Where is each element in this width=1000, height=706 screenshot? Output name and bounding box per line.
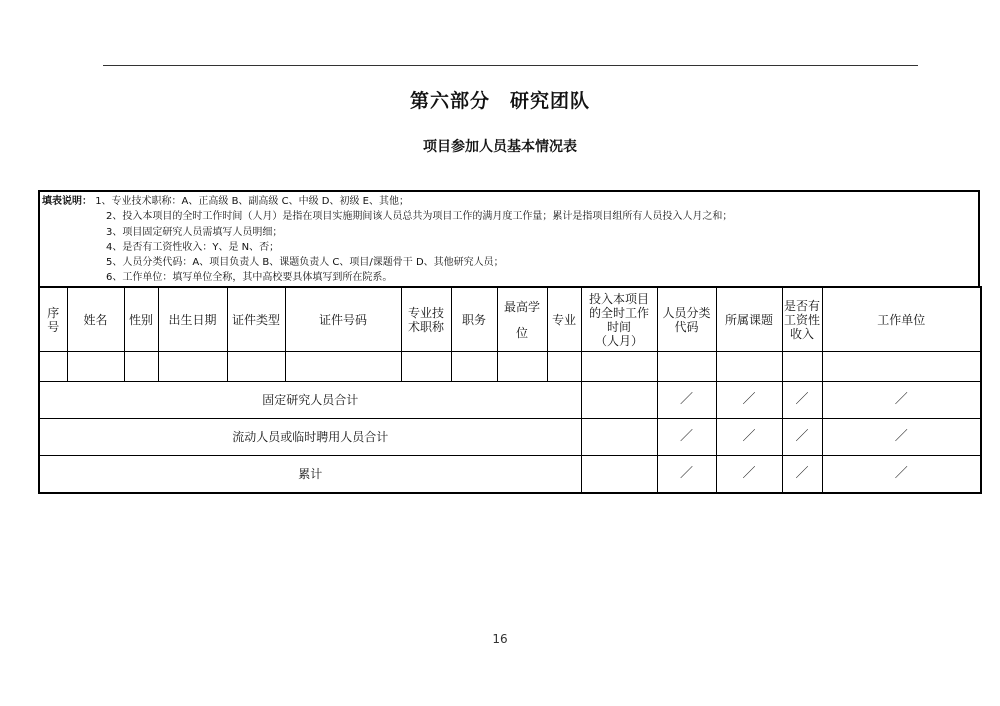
col-header-fulltime-months xyxy=(581,287,657,352)
header-text: 代码 xyxy=(674,319,699,334)
slash-mark: ／ xyxy=(716,456,782,494)
col-header-salary xyxy=(782,287,822,352)
header-text: 最高学 xyxy=(503,299,540,314)
slash-mark: ／ xyxy=(822,382,981,419)
col-header-position: 职务 xyxy=(451,287,497,352)
slash-mark: ／ xyxy=(716,382,782,419)
header-text: 时间 xyxy=(606,319,631,334)
header-text: 号 xyxy=(47,319,60,334)
summary-row-temporary xyxy=(39,419,981,456)
cell-professional-title[interactable] xyxy=(401,352,451,382)
header-text: 投入本项目 xyxy=(588,291,649,306)
header-text: 术职称 xyxy=(407,319,444,334)
slash-mark: ／ xyxy=(716,419,782,456)
cell-fulltime-months[interactable] xyxy=(581,352,657,382)
cell-major[interactable] xyxy=(547,352,581,382)
cell-gender[interactable] xyxy=(124,352,158,382)
col-header-name: 姓名 xyxy=(67,287,124,352)
header-text: 专业技 xyxy=(407,305,444,320)
page-number: 16 xyxy=(492,632,508,646)
col-header-degree xyxy=(497,287,547,352)
header-text: 位 xyxy=(515,325,528,340)
col-header-major: 专业 xyxy=(547,287,581,352)
slash-mark: ／ xyxy=(657,419,716,456)
instructions-label: 填表说明： xyxy=(42,196,92,207)
table-row xyxy=(39,352,981,382)
cell-id-type[interactable] xyxy=(227,352,285,382)
col-header-id-type: 证件类型 xyxy=(227,287,285,352)
summary-label: 固定研究人员合计 xyxy=(39,382,581,419)
instruction-line: 4、是否有工资性收入：Y、是 N、否； xyxy=(106,241,280,253)
personnel-table xyxy=(38,286,982,494)
summary-row-fixed xyxy=(39,382,981,419)
slash-mark: ／ xyxy=(657,456,716,494)
cell-id-number[interactable] xyxy=(285,352,401,382)
instruction-line: 3、项目固定研究人员需填写人员明细； xyxy=(106,226,283,238)
summary-value-cell[interactable] xyxy=(581,456,657,494)
col-header-category-code xyxy=(657,287,716,352)
col-header-birth-date: 出生日期 xyxy=(158,287,227,352)
instruction-line: 2、投入本项目的全时工作时间（人月）是指在项目实施期间该人员总共为项目工作的满月度工作量；累计是指项目组所有人员投入人月之和； xyxy=(106,211,733,223)
col-header-gender: 性别 xyxy=(124,287,158,352)
col-header-seq xyxy=(39,287,67,352)
col-header-subproject: 所属课题 xyxy=(716,287,782,352)
col-header-professional-title xyxy=(401,287,451,352)
header-text: 收入 xyxy=(789,326,814,341)
part-title: 第六部分 研究团队 xyxy=(409,90,590,112)
slash-mark: ／ xyxy=(822,419,981,456)
slash-mark: ／ xyxy=(782,419,822,456)
summary-row-total xyxy=(39,456,981,494)
header-text: 是否有 xyxy=(783,298,820,313)
instructions-box xyxy=(38,190,980,286)
cell-salary[interactable] xyxy=(782,352,822,382)
instruction-text: 1、专业技术职称：A、正高级 B、副高级 C、中级 D、初级 E、其他； xyxy=(95,196,409,207)
cell-subproject[interactable] xyxy=(716,352,782,382)
summary-value-cell[interactable] xyxy=(581,419,657,456)
cell-category-code[interactable] xyxy=(657,352,716,382)
col-header-employer: 工作单位 xyxy=(822,287,981,352)
cell-employer[interactable] xyxy=(822,352,981,382)
cell-name[interactable] xyxy=(67,352,124,382)
slash-mark: ／ xyxy=(657,382,716,419)
header-text: 工资性 xyxy=(783,312,820,327)
instruction-line xyxy=(40,194,978,209)
instruction-line: 6、工作单位：填写单位全称，其中高校要具体填写到所在院系。 xyxy=(106,272,393,284)
slash-mark: ／ xyxy=(782,456,822,494)
header-rule xyxy=(103,65,918,66)
header-row xyxy=(39,287,981,352)
header-text: （人月） xyxy=(594,333,643,348)
cell-degree[interactable] xyxy=(497,352,547,382)
header-text: 人员分类 xyxy=(662,305,711,320)
summary-label: 流动人员或临时聘用人员合计 xyxy=(39,419,581,456)
summary-label: 累计 xyxy=(39,456,581,494)
summary-value-cell[interactable] xyxy=(581,382,657,419)
table-title: 项目参加人员基本情况表 xyxy=(423,139,577,155)
cell-birth-date[interactable] xyxy=(158,352,227,382)
slash-mark: ／ xyxy=(782,382,822,419)
header-text: 序 xyxy=(47,305,60,320)
cell-seq[interactable] xyxy=(39,352,67,382)
slash-mark: ／ xyxy=(822,456,981,494)
cell-position[interactable] xyxy=(451,352,497,382)
instruction-line: 5、人员分类代码：A、项目负责人 B、课题负责人 C、项目/课题骨干 D、其他研究人员； xyxy=(106,257,504,269)
header-text: 的全时工作 xyxy=(588,305,649,320)
col-header-id-number: 证件号码 xyxy=(285,287,401,352)
